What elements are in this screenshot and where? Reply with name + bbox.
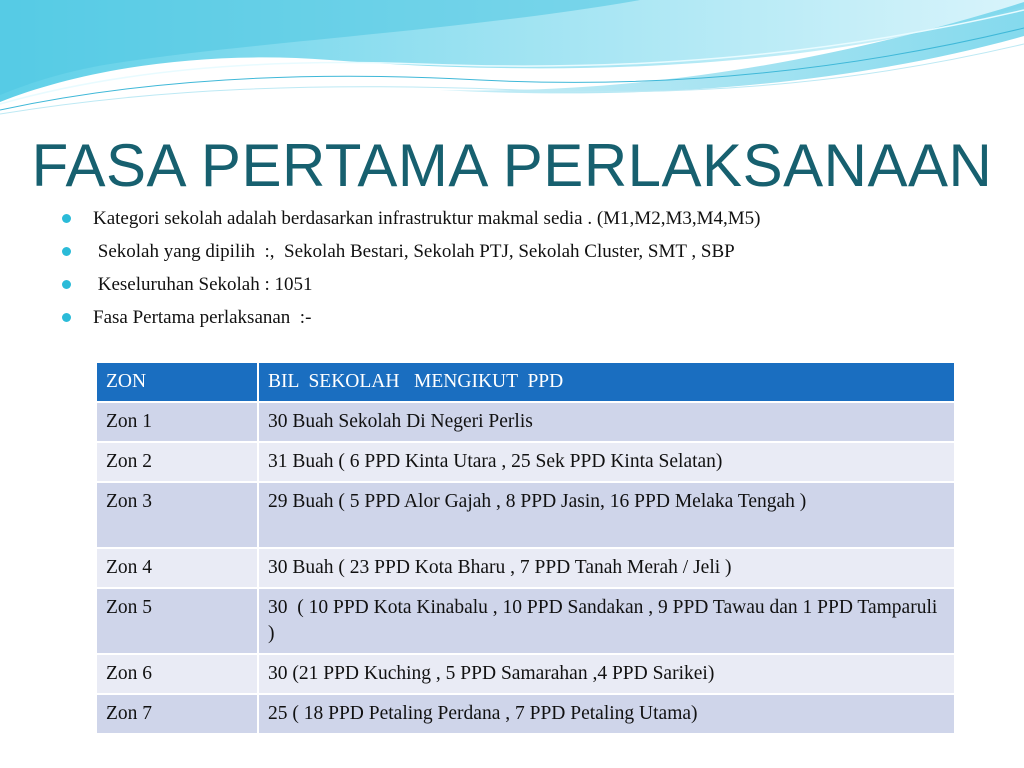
cell-bil: 30 Buah Sekolah Di Negeri Perlis (258, 402, 955, 442)
cell-zon: Zon 4 (96, 548, 258, 588)
bullet-item (62, 202, 1002, 235)
bullet-icon (62, 247, 71, 256)
bullet-item (62, 301, 1002, 334)
table-row (96, 654, 955, 694)
bullet-icon (62, 280, 71, 289)
cell-bil: 31 Buah ( 6 PPD Kinta Utara , 25 Sek PPD Kinta Selatan) (258, 442, 955, 482)
cell-bil: 29 Buah ( 5 PPD Alor Gajah , 8 PPD Jasin, 16 PPD Melaka Tengah ) (258, 482, 955, 548)
cell-zon: Zon 7 (96, 694, 258, 734)
header-zon: ZON (96, 362, 258, 402)
table-header-row (96, 362, 955, 402)
bullet-item (62, 235, 1002, 268)
header-wave-decoration (0, 0, 1024, 120)
bullet-text: Sekolah yang dipilih :, Sekolah Bestari, Sekolah PTJ, Sekolah Cluster, SMT , SBP (93, 241, 735, 262)
cell-bil: 30 Buah ( 23 PPD Kota Bharu , 7 PPD Tanah Merah / Jeli ) (258, 548, 955, 588)
cell-bil: 30 (21 PPD Kuching , 5 PPD Samarahan ,4 PPD Sarikei) (258, 654, 955, 694)
table-row (96, 548, 955, 588)
bullet-list (62, 202, 1002, 334)
bullet-icon (62, 214, 71, 223)
cell-zon: Zon 2 (96, 442, 258, 482)
cell-bil: 30 ( 10 PPD Kota Kinabalu , 10 PPD Sandakan , 9 PPD Tawau dan 1 PPD Tamparuli ) (258, 588, 955, 654)
bullet-icon (62, 313, 71, 322)
bullet-text: Keseluruhan Sekolah : 1051 (93, 274, 313, 295)
table-row (96, 588, 955, 654)
bullet-item (62, 268, 1002, 301)
cell-zon: Zon 5 (96, 588, 258, 654)
cell-zon: Zon 3 (96, 482, 258, 548)
zone-table (95, 361, 956, 735)
table-row (96, 482, 955, 548)
table-row (96, 442, 955, 482)
slide-title: FASA PERTAMA PERLAKSANAAN (31, 132, 993, 199)
header-bil-sekolah: BIL SEKOLAH MENGIKUT PPD (258, 362, 955, 402)
bullet-text: Fasa Pertama perlaksanan :- (93, 307, 312, 328)
cell-zon: Zon 1 (96, 402, 258, 442)
bullet-text: Kategori sekolah adalah berdasarkan infrastruktur makmal sedia . (M1,M2,M3,M4,M5) (93, 208, 761, 229)
cell-zon: Zon 6 (96, 654, 258, 694)
table-row (96, 694, 955, 734)
cell-bil: 25 ( 18 PPD Petaling Perdana , 7 PPD Petaling Utama) (258, 694, 955, 734)
table-row (96, 402, 955, 442)
